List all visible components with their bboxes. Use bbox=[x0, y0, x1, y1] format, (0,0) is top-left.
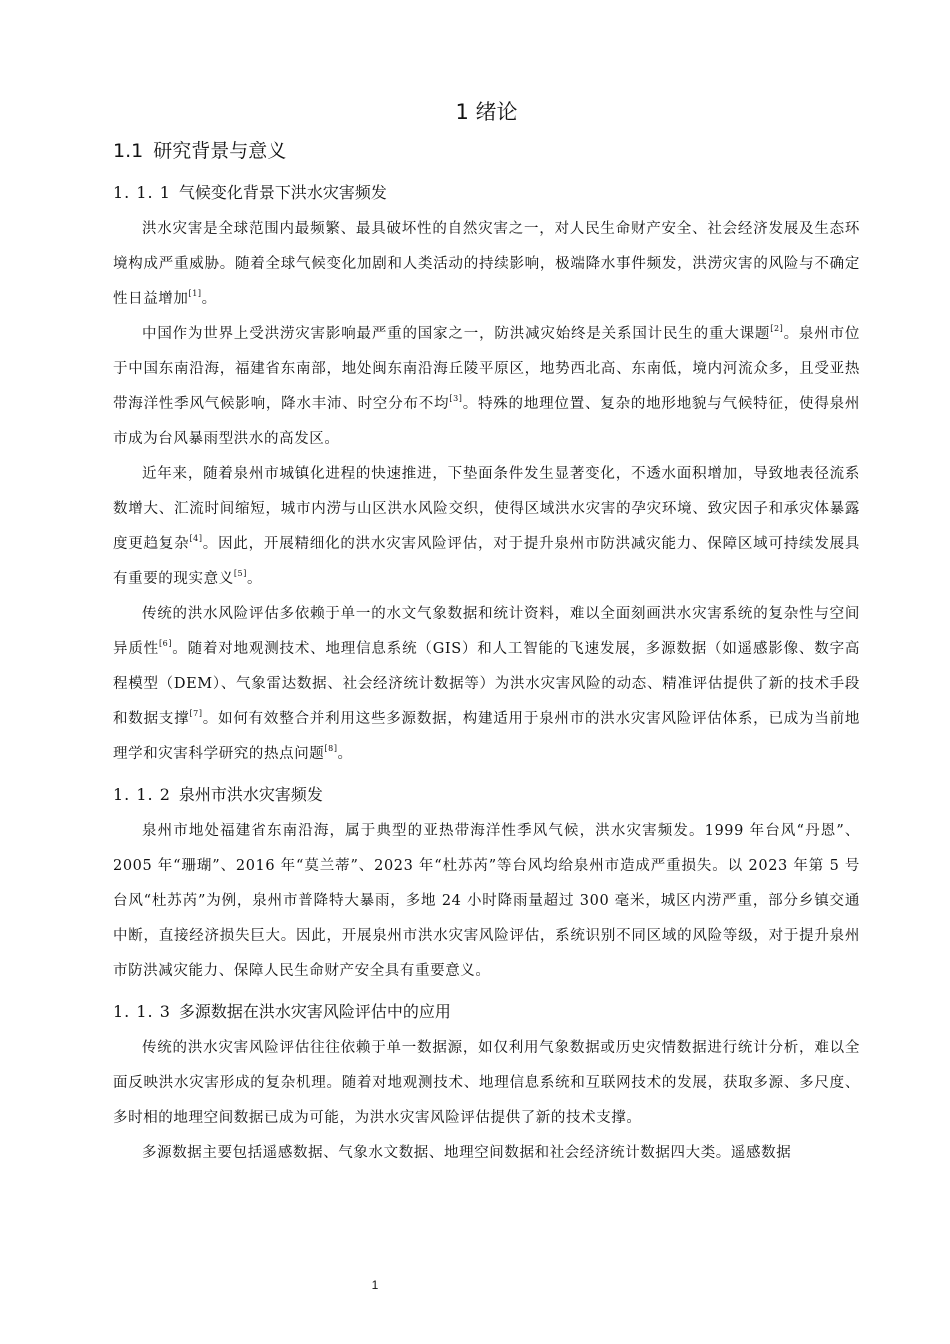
citation-reference: [6] bbox=[158, 639, 173, 648]
section-heading bbox=[113, 132, 860, 170]
paragraph-text: 。泉州市位于中国东南沿海，福建省东南部，地处闽东南沿海丘陵平原区，地势西北高、东南低，境内河流众多，且受亚热带海洋性季风气候影响，降水丰沛、时空分布不均 bbox=[113, 326, 860, 412]
paragraph-text: 。特殊的地理位置、复杂的地形地貌与气候特征，使得泉州市成为台风暴雨型洪水的高发区。 bbox=[113, 396, 860, 447]
subsection-number: 1. 1. 1 bbox=[113, 183, 171, 202]
subsection-number: 1. 1. 2 bbox=[113, 785, 171, 804]
subsection-heading bbox=[113, 174, 860, 212]
subsection-heading bbox=[113, 993, 860, 1031]
citation-reference: [1] bbox=[188, 289, 202, 298]
citation-reference: [3] bbox=[449, 394, 463, 403]
subsections-container bbox=[113, 174, 860, 1171]
body-paragraph bbox=[113, 212, 860, 317]
body-paragraph bbox=[113, 1136, 860, 1171]
chapter-title: 1 绪论 bbox=[455, 100, 518, 124]
citation-reference: [8] bbox=[324, 744, 338, 753]
section-title: 研究背景与意义 bbox=[153, 140, 287, 162]
subsection-title: 泉州市洪水灾害频发 bbox=[178, 785, 323, 804]
paragraph-text: 。 bbox=[201, 291, 217, 307]
subsection-title: 气候变化背景下洪水灾害频发 bbox=[178, 183, 387, 202]
paragraph-text: 。 bbox=[337, 746, 353, 762]
paragraph-text: 泉州市地处福建省东南沿海，属于典型的亚热带海洋性季风气候，洪水灾害频发。1999 年台风“丹恩”、2005 年“珊瑚”、2016 年“莫兰蒂”、2023 年“杜苏芮”等台风均给泉州市造成严重损失。以 2023 年第 5 号台风“杜苏芮”为例，泉州市普降特大暴雨，多地 24 小时降雨量超过 300 毫米，城区内涝严重，部分乡镇交通中断，直接经济损失巨大。因此，开展泉州市洪水灾害风险评估，系统识别不同区域的风险等级，对于提升泉州市防洪减灾能力、保障人民生命财产安全具有重要意义。 bbox=[113, 823, 860, 979]
paragraph-text: 中国作为世界上受洪涝灾害影响最严重的国家之一，防洪减灾始终是关系国计民生的重大课题 bbox=[142, 326, 771, 342]
body-paragraph bbox=[113, 814, 860, 989]
paragraph-text: 传统的洪水风险评估多依赖于单一的水文气象数据和统计资料，难以全面刻画洪水灾害系统的复杂性与空间异质性 bbox=[113, 606, 860, 657]
citation-reference: [4] bbox=[189, 534, 203, 543]
paragraph-text: 。随着对地观测技术、地理信息系统（GIS）和人工智能的飞速发展，多源数据（如遥感影像、数字高程模型（DEM）、气象雷达数据、社会经济统计数据等）为洪水灾害风险的动态、精准评估提供了新的技术手段和数据支撑 bbox=[113, 641, 860, 727]
subsection-heading bbox=[113, 776, 860, 814]
paragraph-text: 传统的洪水灾害风险评估往往依赖于单一数据源，如仅利用气象数据或历史灾情数据进行统计分析，难以全面反映洪水灾害形成的复杂机理。随着对地观测技术、地理信息系统和互联网技术的发展，获取多源、多尺度、多时相的地理空间数据已成为可能，为洪水灾害风险评估提供了新的技术支撑。 bbox=[113, 1040, 860, 1126]
body-paragraph bbox=[113, 1031, 860, 1136]
citation-reference: [2] bbox=[770, 324, 784, 333]
paragraph-text: 。因此，开展精细化的洪水灾害风险评估，对于提升泉州市防洪减灾能力、保障区域可持续发展具有重要的现实意义 bbox=[113, 536, 861, 587]
paragraph-text: 多源数据主要包括遥感数据、气象水文数据、地理空间数据和社会经济统计数据四大类。遥感数据 bbox=[142, 1145, 792, 1161]
body-paragraph bbox=[113, 457, 860, 597]
section-number: 1.1 bbox=[113, 140, 144, 162]
page-content bbox=[113, 92, 860, 1171]
citation-reference: [5] bbox=[233, 569, 247, 578]
citation-reference: [7] bbox=[189, 709, 203, 718]
paragraph-text: 近年来，随着泉州市城镇化进程的快速推进，下垫面条件发生显著变化，不透水面积增加，导致地表径流系数增大、汇流时间缩短，城市内涝与山区洪水风险交织，使得区域洪水灾害的孕灾环境、致灾因子和承灾体暴露度更趋复杂 bbox=[113, 466, 860, 552]
paragraph-text: 。 bbox=[246, 571, 263, 587]
paragraph-text: 洪水灾害是全球范围内最频繁、最具破坏性的自然灾害之一，对人民生命财产安全、社会经济发展及生态环境构成严重威胁。随着全球气候变化加剧和人类活动的持续影响，极端降水事件频发，洪涝灾害的风险与不确定性日益增加 bbox=[113, 221, 860, 307]
body-paragraph bbox=[113, 597, 860, 772]
body-paragraph bbox=[113, 317, 860, 457]
page-number: 1 bbox=[371, 1278, 379, 1292]
subsection-title: 多源数据在洪水灾害风险评估中的应用 bbox=[178, 1002, 451, 1021]
subsection-number: 1. 1. 3 bbox=[113, 1002, 171, 1021]
paragraph-text: 。如何有效整合并利用这些多源数据，构建适用于泉州市的洪水灾害风险评估体系，已成为当前地理学和灾害科学研究的热点问题 bbox=[113, 711, 861, 762]
